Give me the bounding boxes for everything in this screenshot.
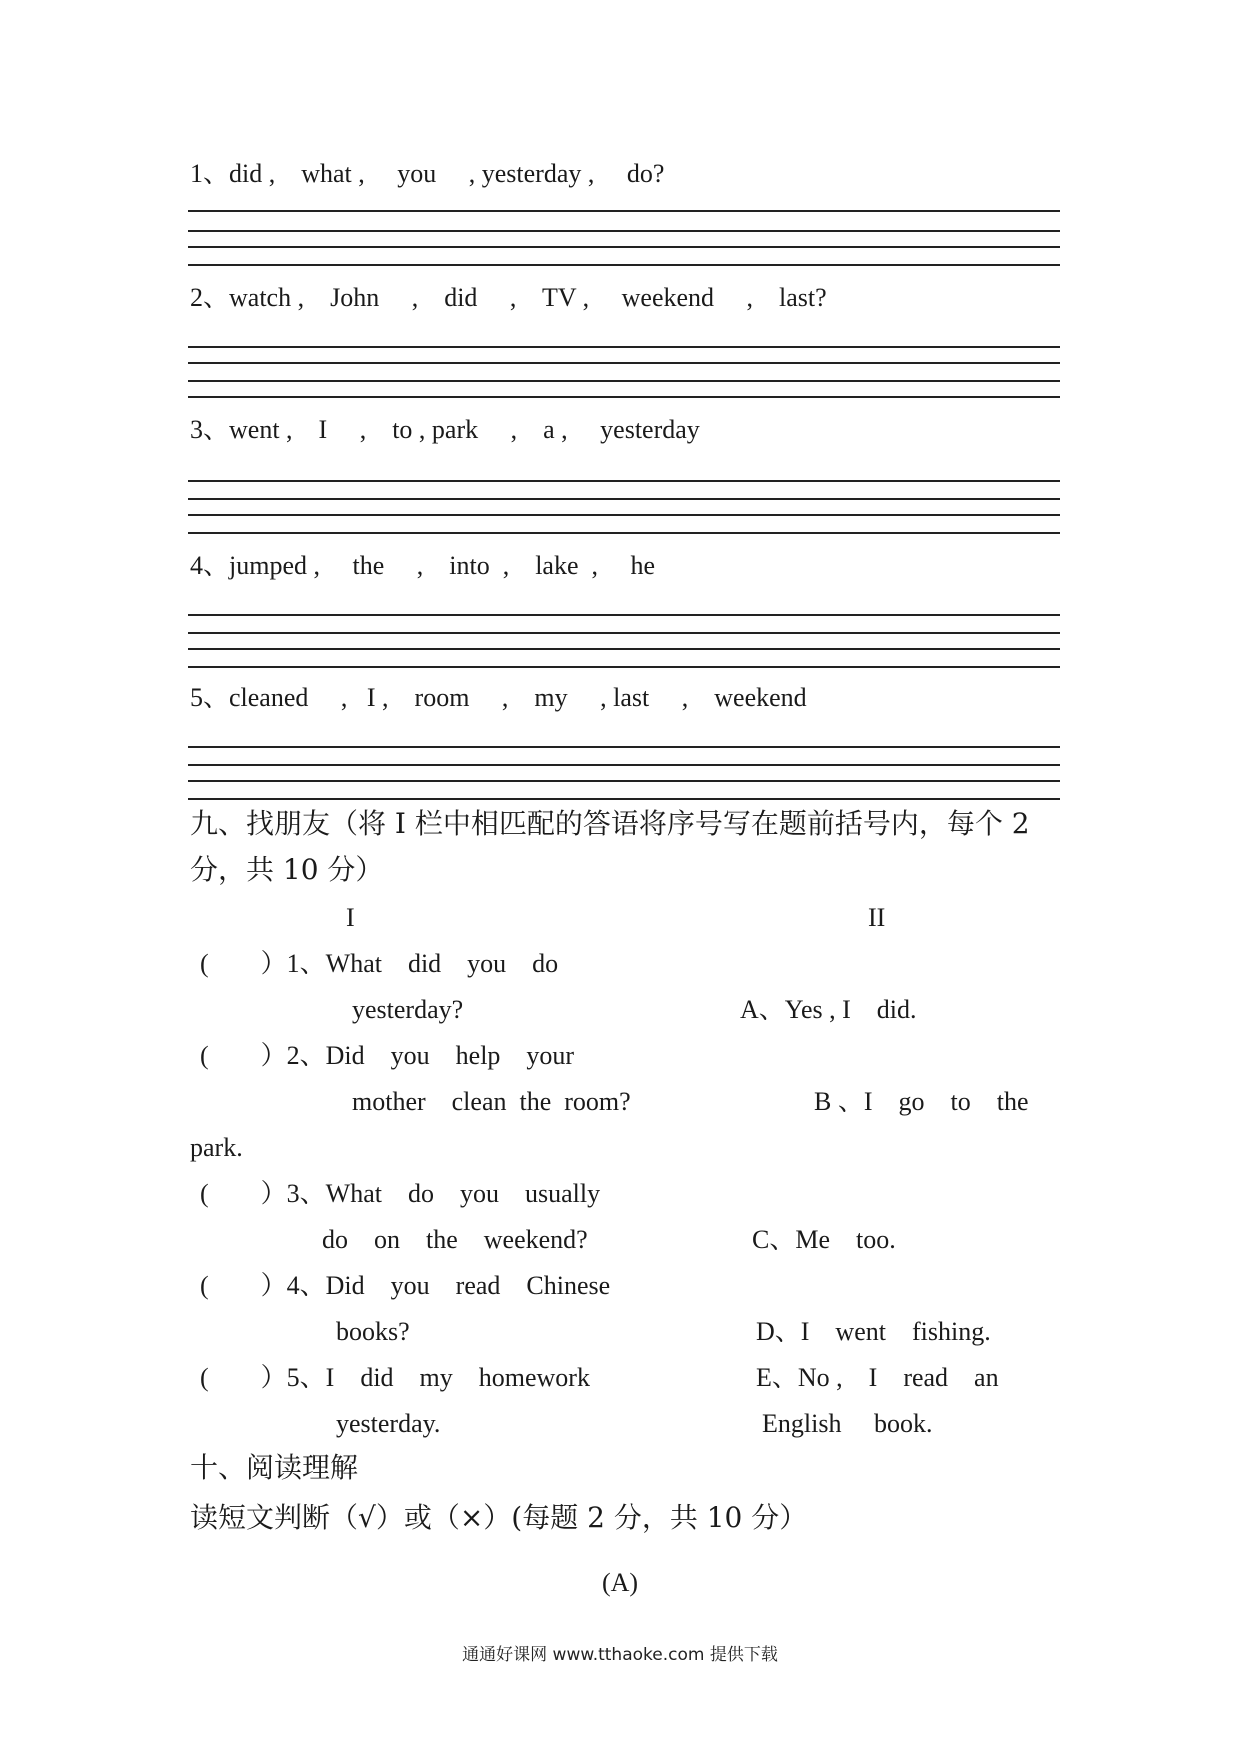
answer-a: A、Yes , I did. <box>740 995 917 1024</box>
column-header-ii: II <box>868 903 886 932</box>
section-10-instruction: 读短文判断（√）或（×）(每题 2 分，共 10 分） <box>190 1501 808 1534</box>
question-1: 1、did , what , you , yesterday , do? <box>190 159 665 188</box>
section-9-title-line1: 九、找朋友（将 I 栏中相匹配的答语将序号写在题前括号内，每个 2 <box>190 807 1030 840</box>
passage-label: (A) <box>601 1568 639 1597</box>
match-item-5-line1: ( ）5、I did my homework <box>200 1363 590 1392</box>
answer-c: C、Me too. <box>752 1225 896 1254</box>
answer-b-wrap: park. <box>190 1133 243 1162</box>
match-item-1-line2: yesterday? <box>352 995 464 1024</box>
section-10-title: 十、阅读理解 <box>190 1451 359 1484</box>
match-item-1-line1: ( ）1、What did you do <box>200 949 559 978</box>
question-2: 2、watch , John , did , TV , weekend , last? <box>190 283 827 312</box>
section-9-title-line2: 分，共 10 分） <box>190 853 384 886</box>
match-item-2-line2: mother clean the room? <box>352 1087 631 1116</box>
answer-b: B 、I go to the <box>814 1087 1029 1116</box>
match-item-4-line2: books? <box>336 1317 410 1346</box>
answer-e-line1: E、No , I read an <box>756 1363 999 1392</box>
match-item-3-line1: ( ）3、What do you usually <box>200 1179 601 1208</box>
column-header-i: I <box>346 903 355 932</box>
question-3: 3、went , I , to , park , a , yesterday <box>190 415 700 444</box>
answer-d: D、I went fishing. <box>756 1317 991 1346</box>
footer-source: 通通好课网 www.tthaoke.com 提供下载 <box>462 1645 778 1665</box>
question-5: 5、cleaned , I , room , my , last , weekend <box>190 683 807 712</box>
match-item-5-line2: yesterday. <box>336 1409 441 1438</box>
answer-e-line2: English book. <box>762 1409 933 1438</box>
match-item-3-line2: do on the weekend? <box>322 1225 588 1254</box>
match-item-4-line1: ( ）4、Did you read Chinese <box>200 1271 611 1300</box>
match-item-2-line1: ( ）2、Did you help your <box>200 1041 575 1070</box>
question-4: 4、jumped , the , into , lake , he <box>190 551 656 580</box>
